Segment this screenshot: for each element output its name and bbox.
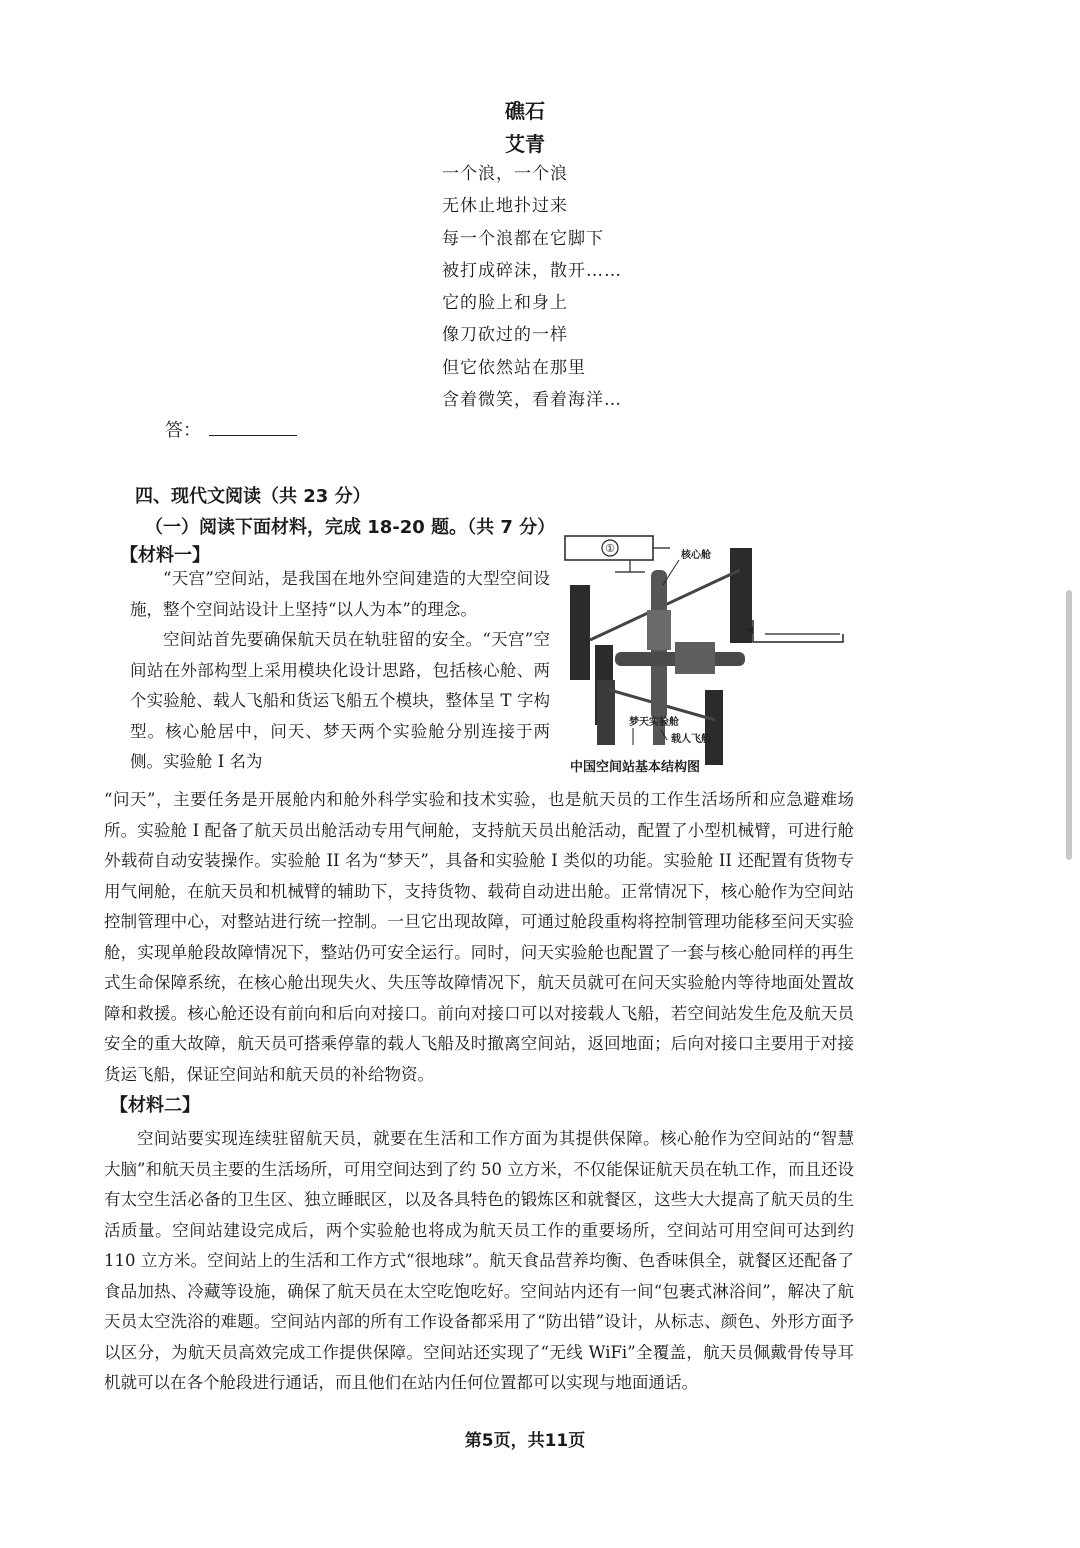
material1-text-narrow [130,564,550,778]
poem-author: 艾青 [505,132,545,156]
label-core-module: 核心舱 [681,550,711,561]
poem-line: 它的脸上和身上 [442,293,568,314]
poem-line: 像刀砍过的一样 [442,325,568,346]
label-mengtian: 梦天实验舱 [629,717,679,728]
material1-para2-part2: “问天”，主要任务是开展舱内和舱外科学实验和技术实验，也是航天员的工作生活场所和应急避难场所。实验舱 I 配备了航天员出舱活动专用气闸舱，支持航天员出舱活动，配置了小型机械臂，可进行舱外载荷自动安装操作。实验舱 II 名为“梦天”，具备和实验舱 I 类似的功能。实验舱 II 还配置有货物专用气闸舱，在航天员和机械臂的辅助下，支持货物、载荷自动进出舱。正常情况下，核心舱作为空间站控制管理中心，对整站进行统一控制。一旦它出现故障，可通过舱段重构将控制管理功能移至问天实验舱，实现单舱段故障情况下，整站仍可安全运行。同时，问天实验舱也配置了一套与核心舱同样的再生式生命保障系统，在核心舱出现失火、失压等故障情况下，航天员就可在问天实验舱内等待地面处置故障和救援。核心舱还设有前向和后向对接口。前向对接口可以对接载人飞船，若空间站发生危及航天员安全的重大故障，航天员可搭乘停靠的载人飞船及时撤离空间站，返回地面；后向对接口主要用于对接货运飞船，保证空间站和航天员的补给物资。 [104,790,854,1084]
poem-line: 无休止地扑过来 [442,196,568,217]
poem-lines [442,158,622,416]
material1-label: 【材料一】 [120,545,210,566]
material1-para2-part1: 空间站首先要确保航天员在轨驻留的安全。“天宫”空间站在外部构型上采用模块化设计思路，包括核心舱、两个实验舱、载人飞船和货运飞船五个模块，整体呈 T 字构型。核心舱居中，问天、梦天两个实验舱分别连接于两侧。实验舱 I 名为 [130,630,550,771]
space-station-diagram [555,530,855,780]
label-crew-ship: 载人飞船 [671,734,711,745]
answer-label: 答： [165,420,201,441]
solar-panel-right-bottom [705,690,723,765]
poem-line: 被打成碎沫，散开…… [442,260,622,281]
answer-blank [209,419,297,436]
sub-heading: （一）阅读下面材料，完成 18-20 题。（共 7 分） [145,517,556,538]
page-footer: 第5页，共11页 [464,1431,586,1451]
figure-caption: 中国空间站基本结构图 [570,760,701,775]
solar-panel-left-top [570,585,590,680]
poem-line: 含着微笑，看着海洋… [442,390,622,411]
material1-para1: “天宫”空间站，是我国在地外空间建造的大型空间设施，整个空间站设计上坚持“以人为本”的理念。 [130,569,550,619]
poem-line: 但它依然站在那里 [442,357,586,378]
poem-line: 每一个浪都在它脚下 [442,228,604,249]
poem-title: 礁石 [505,99,545,123]
material2-label: 【材料二】 [110,1095,200,1116]
poem-line: 一个浪，一个浪 [442,164,568,184]
blank-box-2 [753,620,843,642]
material2-para: 空间站要实现连续驻留航天员，就要在生活和工作方面为其提供保障。核心舱作为空间站的“智慧大脑”和航天员主要的生活场所，可用空间达到了约 50 立方米，不仅能保证航天员在轨工作，而且还设有太空生活必备的卫生区、独立睡眠区，以及各具特色的锻炼区和就餐区，这些大大提高了航天员的生活质量。空间站建设完成后，两个实验舱也将成为航天员工作的重要场所，空间站可用空间可达到约 110 立方米。空间站上的生活和工作方式“很地球”。航天食品营养均衡、色香味俱全，就餐区还配备了食品加热、冷藏等设施，确保了航天员在太空吃饱吃好。空间站内还有一间“包裹式淋浴间”，解决了航天员太空洗浴的难题。空间站内部的所有工作设备都采用了“防出错”设计，从标志、颜色、外形方面予以区分，为航天员高效完成工作提供保障。空间站还实现了“无线 WiFi”全覆盖，航天员佩戴骨传导耳机就可以在各个舱段进行通话，而且他们在站内任何位置都可以实现与地面通话。 [104,1129,854,1392]
material1-text-wide [104,785,854,1090]
scrollbar-thumb[interactable] [1066,590,1072,860]
material2-text [104,1124,854,1399]
answer-line [165,416,297,442]
section-heading: 四、现代文阅读（共 23 分） [135,486,371,507]
blank-marker: ① [605,542,615,555]
